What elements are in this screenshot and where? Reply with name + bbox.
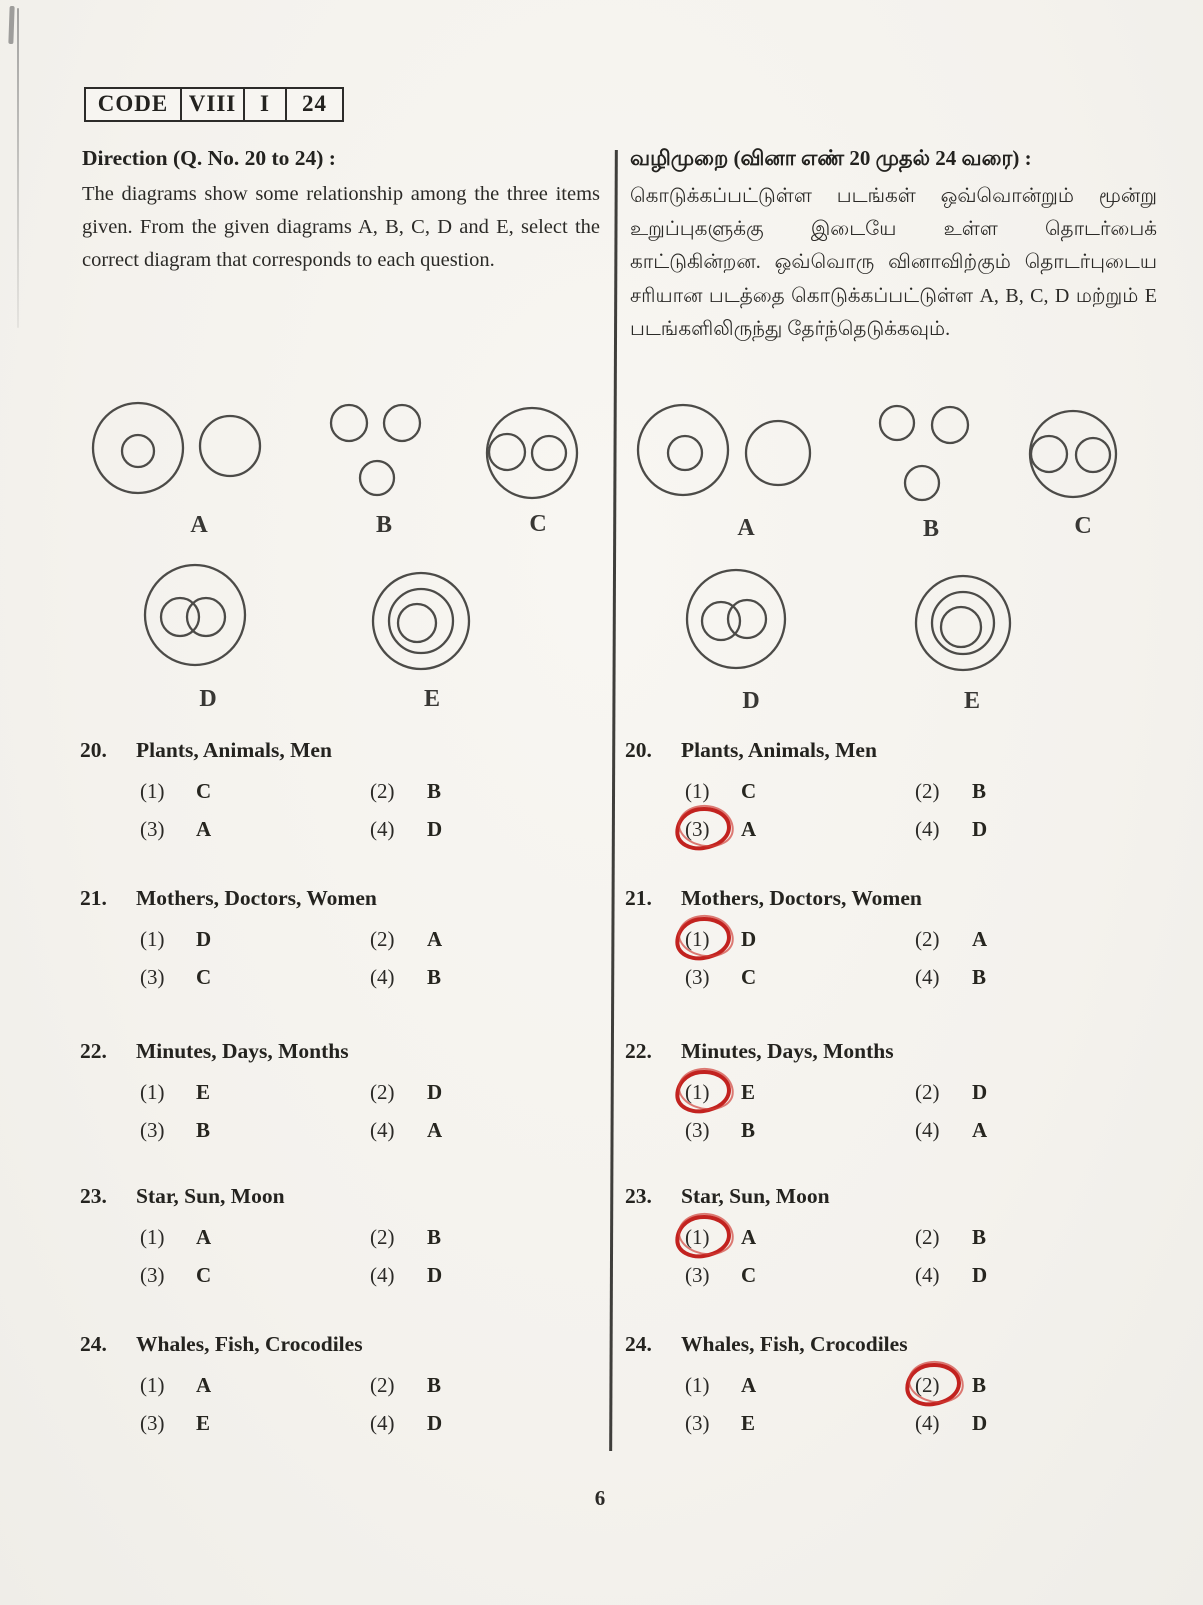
- option-number: (1): [140, 927, 165, 951]
- direction-tamil: [630, 146, 1157, 346]
- option-number: (1): [140, 779, 165, 803]
- option-value: C: [741, 779, 757, 803]
- scan-edge-artifact: [17, 8, 19, 328]
- option-number: (3): [140, 965, 165, 989]
- option-value: D: [972, 1263, 988, 1287]
- option-number: (2): [370, 927, 395, 951]
- option-number-answer-circle: (2): [915, 1372, 957, 1398]
- code-header-box: [84, 87, 344, 122]
- question-20-right: [625, 737, 1145, 842]
- code-cell-series: VIII: [180, 89, 243, 120]
- direction-english: [82, 146, 600, 278]
- diagram-D-right: [687, 570, 785, 714]
- diagram-D-left: [145, 565, 245, 712]
- option-value: A: [972, 1118, 988, 1142]
- options-grid: [685, 1372, 1145, 1436]
- option-number-answer-circle: (3): [685, 816, 727, 842]
- question-number: 23.: [80, 1184, 107, 1208]
- diagram-label-C: C: [529, 511, 547, 537]
- diagram-B-right: [880, 406, 968, 542]
- question-text: Minutes, Days, Months: [136, 1039, 349, 1063]
- option-value: D: [427, 1263, 443, 1287]
- option-value: C: [196, 779, 212, 803]
- options-grid: [140, 778, 600, 842]
- question-text: Plants, Animals, Men: [136, 738, 332, 762]
- question-text: Mothers, Doctors, Women: [681, 886, 922, 910]
- option-value: D: [741, 927, 757, 951]
- option-number: (3): [140, 1263, 165, 1287]
- option-number: (4): [370, 1118, 395, 1142]
- option-number: (4): [370, 817, 395, 841]
- diagram-label-C: C: [1074, 513, 1092, 539]
- diagram-label-E: E: [423, 686, 441, 712]
- code-cell-number: 24: [285, 89, 342, 120]
- option-number: (4): [370, 1411, 395, 1435]
- diagram-E-right: [916, 576, 1010, 714]
- option-value: C: [741, 1263, 757, 1287]
- option-value: A: [741, 1225, 757, 1249]
- option-number: (2): [370, 1080, 395, 1104]
- question-number: 21.: [625, 886, 652, 910]
- venn-diagrams-right: [610, 385, 1155, 720]
- option-number: (4): [370, 965, 395, 989]
- options-grid: [685, 926, 1145, 990]
- diagram-C-left: [487, 408, 577, 537]
- option-value: B: [972, 965, 987, 989]
- option-value: B: [972, 779, 987, 803]
- page-number: 6: [594, 1486, 606, 1510]
- option-value: E: [741, 1080, 756, 1104]
- question-text: Whales, Fish, Crocodiles: [681, 1332, 908, 1356]
- option-value: E: [196, 1080, 211, 1104]
- option-number-answer-circle: (1): [685, 926, 727, 952]
- diagram-label-A: A: [190, 512, 208, 538]
- option-value: C: [741, 965, 757, 989]
- column-divider-line: [609, 150, 617, 1451]
- question-number: 20.: [80, 738, 107, 762]
- diagram-label-B: B: [922, 516, 940, 542]
- option-number: (3): [140, 1118, 165, 1142]
- options-grid: [140, 926, 600, 990]
- diagram-B-left: [331, 405, 420, 538]
- option-number: (3): [685, 1263, 710, 1287]
- options-grid: [140, 1079, 600, 1143]
- code-cell-label: CODE: [97, 91, 169, 116]
- question-number: 24.: [80, 1332, 107, 1356]
- question-number: 22.: [625, 1039, 652, 1063]
- option-value: D: [427, 1080, 443, 1104]
- option-number-answer-circle: (1): [685, 1224, 727, 1250]
- option-value: A: [427, 1118, 443, 1142]
- option-number: (1): [140, 1373, 165, 1397]
- question-21-left: [80, 885, 600, 990]
- scan-corner-artifact: [8, 6, 14, 44]
- option-value: B: [427, 1225, 442, 1249]
- diagram-A-left: [93, 403, 260, 538]
- question-23-right: [625, 1183, 1145, 1288]
- options-grid: [685, 1079, 1145, 1143]
- options-grid: [140, 1372, 600, 1436]
- diagram-label-A: A: [737, 515, 755, 541]
- option-number: (4): [915, 1411, 940, 1435]
- option-number: (4): [915, 1263, 940, 1287]
- diagram-C-right: [1030, 411, 1116, 539]
- option-number: (1): [140, 1080, 165, 1104]
- question-text: Plants, Animals, Men: [681, 738, 877, 762]
- question-24-left: [80, 1331, 600, 1436]
- option-number: (3): [685, 965, 710, 989]
- question-number: 24.: [625, 1332, 652, 1356]
- option-number: (3): [140, 1411, 165, 1435]
- option-number: (2): [915, 1225, 940, 1249]
- code-cell-part: I: [243, 89, 285, 120]
- question-text: Mothers, Doctors, Women: [136, 886, 377, 910]
- option-value: C: [196, 965, 212, 989]
- diagram-label-D: D: [742, 688, 760, 714]
- option-number: (4): [915, 1118, 940, 1142]
- option-value: D: [972, 1411, 988, 1435]
- option-number: (1): [685, 779, 710, 803]
- option-number: (2): [915, 779, 940, 803]
- option-number: (4): [370, 1263, 395, 1287]
- option-number: (2): [370, 779, 395, 803]
- option-value: B: [196, 1118, 211, 1142]
- option-number: (2): [915, 927, 940, 951]
- option-value: A: [196, 1373, 212, 1397]
- diagram-A-right: [638, 405, 810, 541]
- option-value: B: [972, 1373, 987, 1397]
- diagram-E-left: [373, 573, 469, 712]
- venn-diagrams-left: [80, 385, 600, 715]
- option-value: B: [741, 1118, 756, 1142]
- options-grid: [140, 1224, 600, 1288]
- option-number: (3): [140, 817, 165, 841]
- option-value: D: [427, 1411, 443, 1435]
- direction-paragraph-tamil: கொடுக்கப்பட்டுள்ள படங்கள் ஒவ்வொன்றும் மூன்று உறுப்புகளுக்கு இடையே உள்ள தொடர்பைக் காட்டுகின்றன. ஒவ்வொரு வினாவிற்கும் தொடர்புடைய சரியான படத்தை கொடுக்கப்பட்டுள்ள A, B, C, D மற்றும் E படங்களிலிருந்து தேர்ந்தெடுக்கவும்.: [630, 185, 1157, 340]
- option-number: (1): [685, 1373, 710, 1397]
- option-value: A: [427, 927, 443, 951]
- option-value: E: [741, 1411, 756, 1435]
- option-number: (2): [370, 1373, 395, 1397]
- option-number: (2): [915, 1080, 940, 1104]
- option-number: (4): [915, 965, 940, 989]
- question-text: Star, Sun, Moon: [136, 1184, 285, 1208]
- option-value: E: [196, 1411, 211, 1435]
- option-value: A: [196, 817, 212, 841]
- diagram-label-D: D: [199, 686, 217, 712]
- question-22-left: [80, 1038, 600, 1143]
- option-number: (4): [915, 817, 940, 841]
- option-number: (1): [140, 1225, 165, 1249]
- option-value: A: [972, 927, 988, 951]
- option-value: D: [196, 927, 212, 951]
- direction-heading-tamil: வழிமுறை (வினா எண் 20 முதல் 24 வரை) :: [630, 146, 1032, 170]
- option-value: A: [741, 817, 757, 841]
- option-value: B: [427, 779, 442, 803]
- option-value: D: [972, 1080, 988, 1104]
- option-value: D: [972, 817, 988, 841]
- option-number: (3): [685, 1118, 710, 1142]
- option-number-answer-circle: (1): [685, 1079, 727, 1105]
- question-number: 23.: [625, 1184, 652, 1208]
- option-value: B: [427, 1373, 442, 1397]
- diagram-label-E: E: [963, 688, 981, 714]
- question-number: 20.: [625, 738, 652, 762]
- question-23-left: [80, 1183, 600, 1288]
- question-text: Star, Sun, Moon: [681, 1184, 830, 1208]
- option-number: (2): [370, 1225, 395, 1249]
- question-text: Whales, Fish, Crocodiles: [136, 1332, 363, 1356]
- question-20-left: [80, 737, 600, 842]
- option-value: B: [427, 965, 442, 989]
- option-value: B: [972, 1225, 987, 1249]
- option-value: D: [427, 817, 443, 841]
- question-number: 22.: [80, 1039, 107, 1063]
- options-grid: [685, 778, 1145, 842]
- diagram-label-B: B: [375, 512, 393, 538]
- option-number: (3): [685, 1411, 710, 1435]
- question-21-right: [625, 885, 1145, 990]
- option-value: C: [196, 1263, 212, 1287]
- question-number: 21.: [80, 886, 107, 910]
- question-24-right: [625, 1331, 1145, 1436]
- direction-paragraph-english: The diagrams show some relationship among the three items given. From the given diagrams A, B, C, D and E, select the correct diagram that corresponds to each question.: [82, 183, 600, 272]
- question-text: Minutes, Days, Months: [681, 1039, 894, 1063]
- option-value: A: [196, 1225, 212, 1249]
- option-value: A: [741, 1373, 757, 1397]
- direction-heading-english: Direction (Q. No. 20 to 24) :: [82, 146, 336, 170]
- options-grid: [685, 1224, 1145, 1288]
- question-22-right: [625, 1038, 1145, 1143]
